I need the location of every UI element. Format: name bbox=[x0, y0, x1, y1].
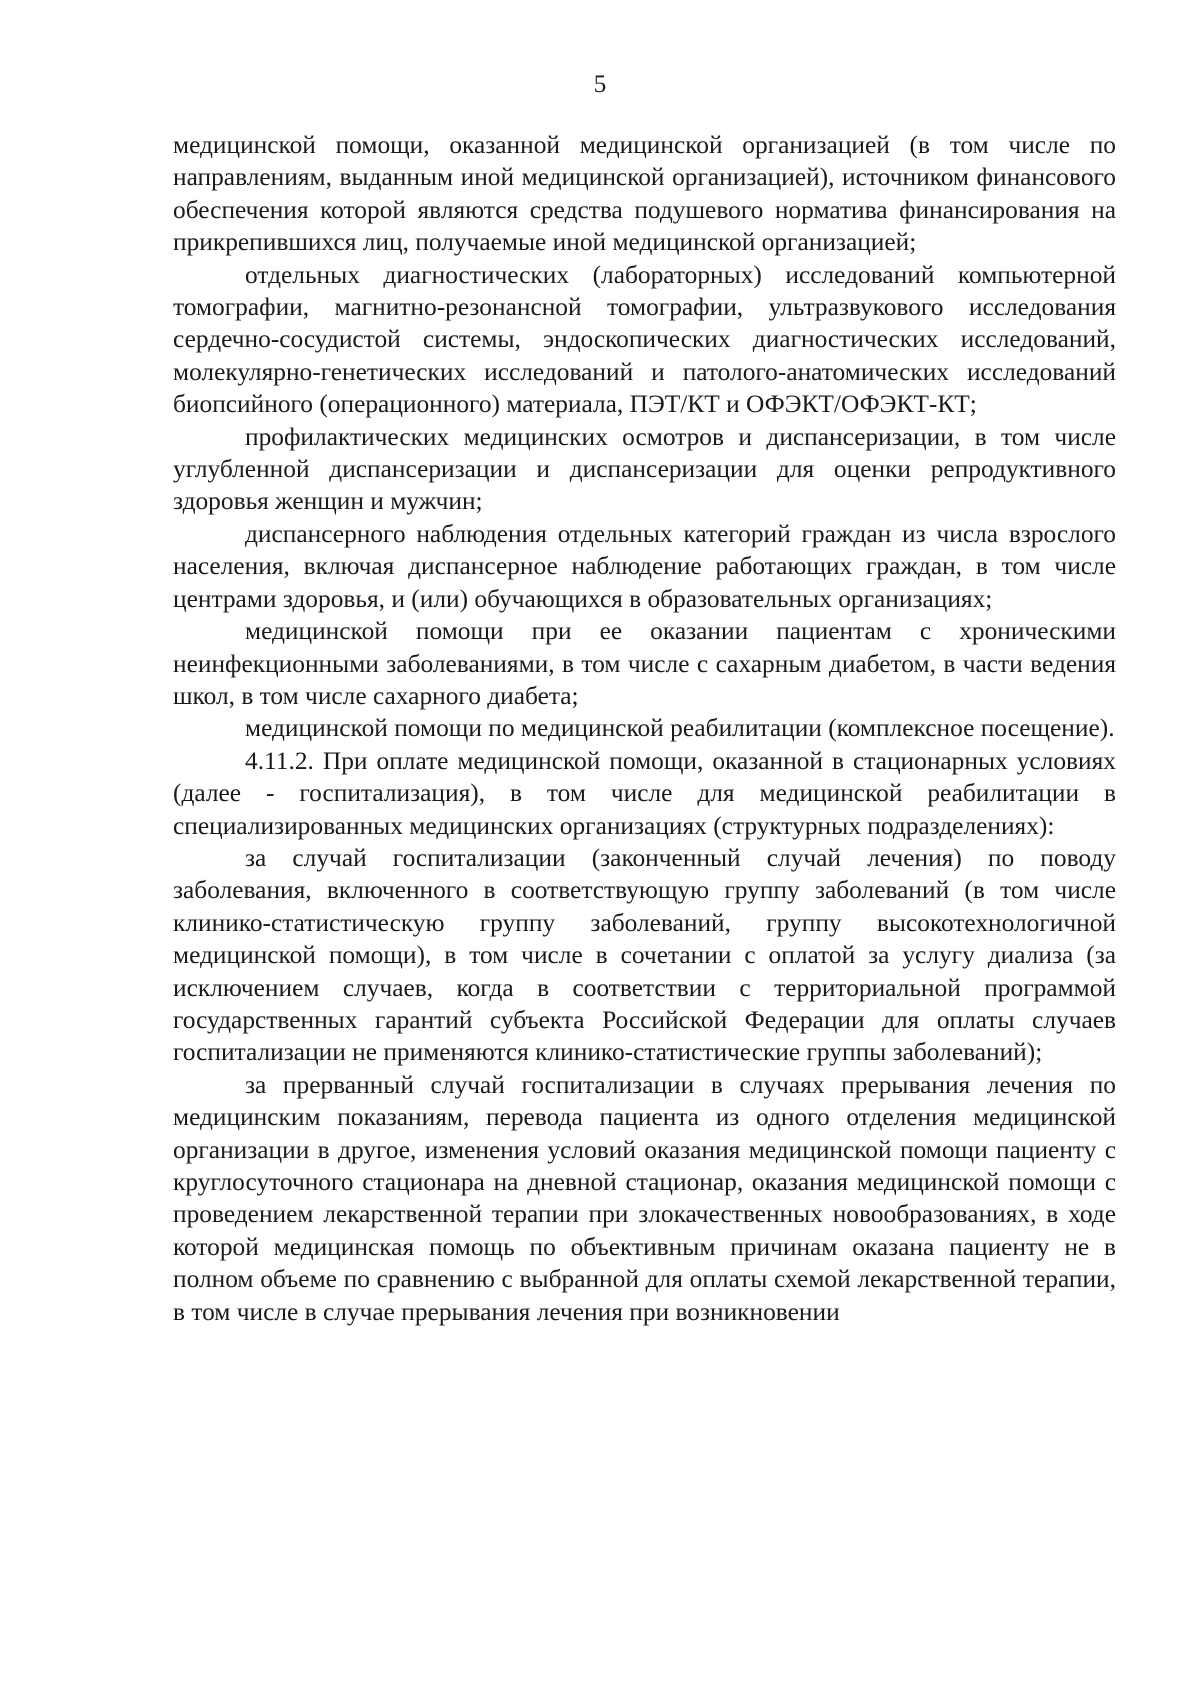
paragraph-preventive-exams: профилактических медицинских осмотров и диспансеризации, в том числе углубленной диспансеризации и диспансеризации для оценки репродуктивного здоровья женщин и мужчин; bbox=[173, 422, 1116, 516]
paragraph-diagnostic-studies: отдельных диагностических (лабораторных) исследований компьютерной томографии, магнитно-резонансной томографии, ультразвукового исследования сердечно-сосудистой системы, эндоскопических диагностических исследований, молекулярно-генетических исследований и патолого-анатомических исследований биопсийного (операционного) материала, ПЭТ/КТ и ОФЭКТ/ОФЭКТ-КТ; bbox=[173, 260, 1116, 419]
paragraph-hospitalization-case: за случай госпитализации (законченный случай лечения) по поводу заболевания, включенного в соответствующую группу заболеваний (в том числе клинико-статистическую группу заболеваний, группу высокотехнологичной медицинской помощи), в том числе в сочетании с оплатой за услугу диализа (за исключением случаев, когда в соответствии с территориальной программой государственных гарантий субъекта Российской Федерации для оплаты случаев госпитализации не применяются клинико-статистические группы заболеваний); bbox=[173, 843, 1116, 1067]
paragraph-continuation: медицинской помощи, оказанной медицинской организацией (в том числе по направлениям, выданным иной медицинской организацией), источником финансового обеспечения которой являются средства подушевого норматива финансирования на прикрепившихся лиц, получаемые иной медицинской организацией; bbox=[173, 131, 1116, 257]
paragraph-interrupted-case: за прерванный случай госпитализации в случаях прерывания лечения по медицинским показаниям, перевода пациента из одного отделения медицинской организации в другое, изменения условий оказания медицинской помощи пациенту с круглосуточного стационара на дневной стационар, оказания медицинской помощи с проведением лекарственной терапии при злокачественных новообразованиях, в ходе которой медицинская помощь по объективным причинам оказана пациенту не в полном объеме по сравнению с выбранной для оплаты схемой лекарственной терапии, в том числе в случае прерывания лечения при возникновении bbox=[173, 1070, 1116, 1326]
paragraph-section-4-11-2: 4.11.2. При оплате медицинской помощи, оказанной в стационарных условиях (далее - госпитализация), в том числе для медицинской реабилитации в специализированных медицинских организациях (структурных подразделениях): bbox=[173, 746, 1116, 840]
document-body bbox=[173, 129, 1116, 1328]
paragraph-rehabilitation: медицинской помощи по медицинской реабилитации (комплексное посещение). bbox=[245, 714, 1115, 743]
page-number: 5 bbox=[593, 71, 607, 98]
paragraph-dispensary-observation: диспансерного наблюдения отдельных категорий граждан из числа взрослого населения, включая диспансерное наблюдение работающих граждан, в том числе центрами здоровья, и (или) обучающихся в образовательных организациях; bbox=[173, 519, 1116, 613]
paragraph-chronic-diseases: медицинской помощи при ее оказании пациентам с хроническими неинфекционными заболеваниями, в том числе с сахарным диабетом, в части ведения школ, в том числе сахарного диабета; bbox=[173, 617, 1116, 710]
